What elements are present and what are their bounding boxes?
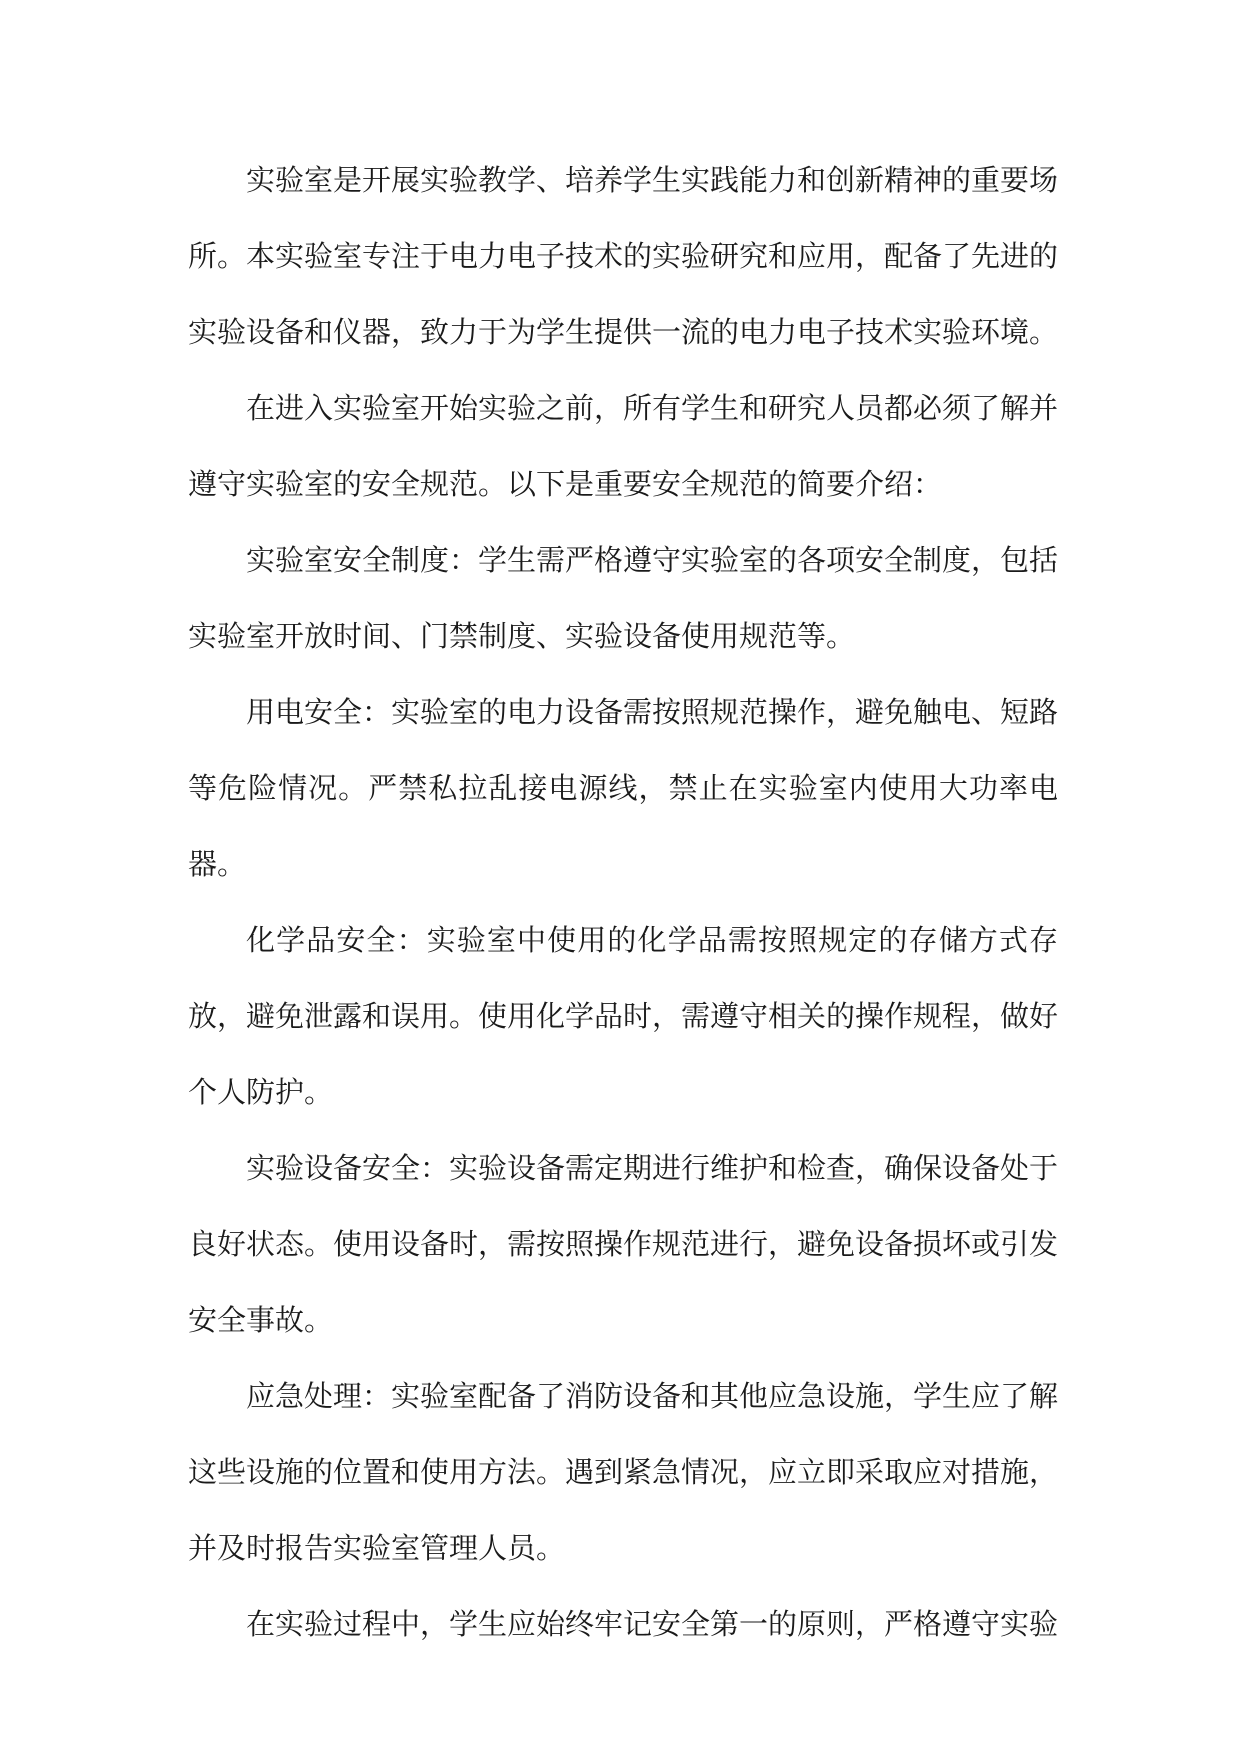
document-page <box>188 142 1058 1662</box>
paragraph-emergency-handling: 应急处理：实验室配备了消防设备和其他应急设施，学生应了解这些设施的位置和使用方法。遇到紧急情况，应立即采取应对措施，并及时报告实验室管理人员。 <box>188 1379 1059 1565</box>
paragraph-safety-overview: 在进入实验室开始实验之前，所有学生和研究人员都必须了解并遵守实验室的安全规范。以下是重要安全规范的简要介绍： <box>188 391 1059 501</box>
paragraph-chemical-safety: 化学品安全：实验室中使用的化学品需按照规定的存储方式存放，避免泄露和误用。使用化学品时，需遵守相关的操作规程，做好个人防护。 <box>188 923 1059 1109</box>
paragraph-electrical-safety: 用电安全：实验室的电力设备需按照规范操作，避免触电、短路等危险情况。严禁私拉乱接电源线，禁止在实验室内使用大功率电器。 <box>188 695 1059 881</box>
paragraph-equipment-safety: 实验设备安全：实验设备需定期进行维护和检查，确保设备处于良好状态。使用设备时，需按照操作规范进行，避免设备损坏或引发安全事故。 <box>188 1151 1059 1337</box>
paragraph-safety-system: 实验室安全制度：学生需严格遵守实验室的各项安全制度，包括实验室开放时间、门禁制度、实验设备使用规范等。 <box>188 543 1059 653</box>
paragraph-intro: 实验室是开展实验教学、培养学生实践能力和创新精神的重要场所。本实验室专注于电力电子技术的实验研究和应用，配备了先进的实验设备和仪器，致力于为学生提供一流的电力电子技术实验环境。 <box>188 163 1059 349</box>
paragraph-closing: 在实验过程中，学生应始终牢记安全第一的原则，严格遵守实验 <box>246 1607 1059 1641</box>
